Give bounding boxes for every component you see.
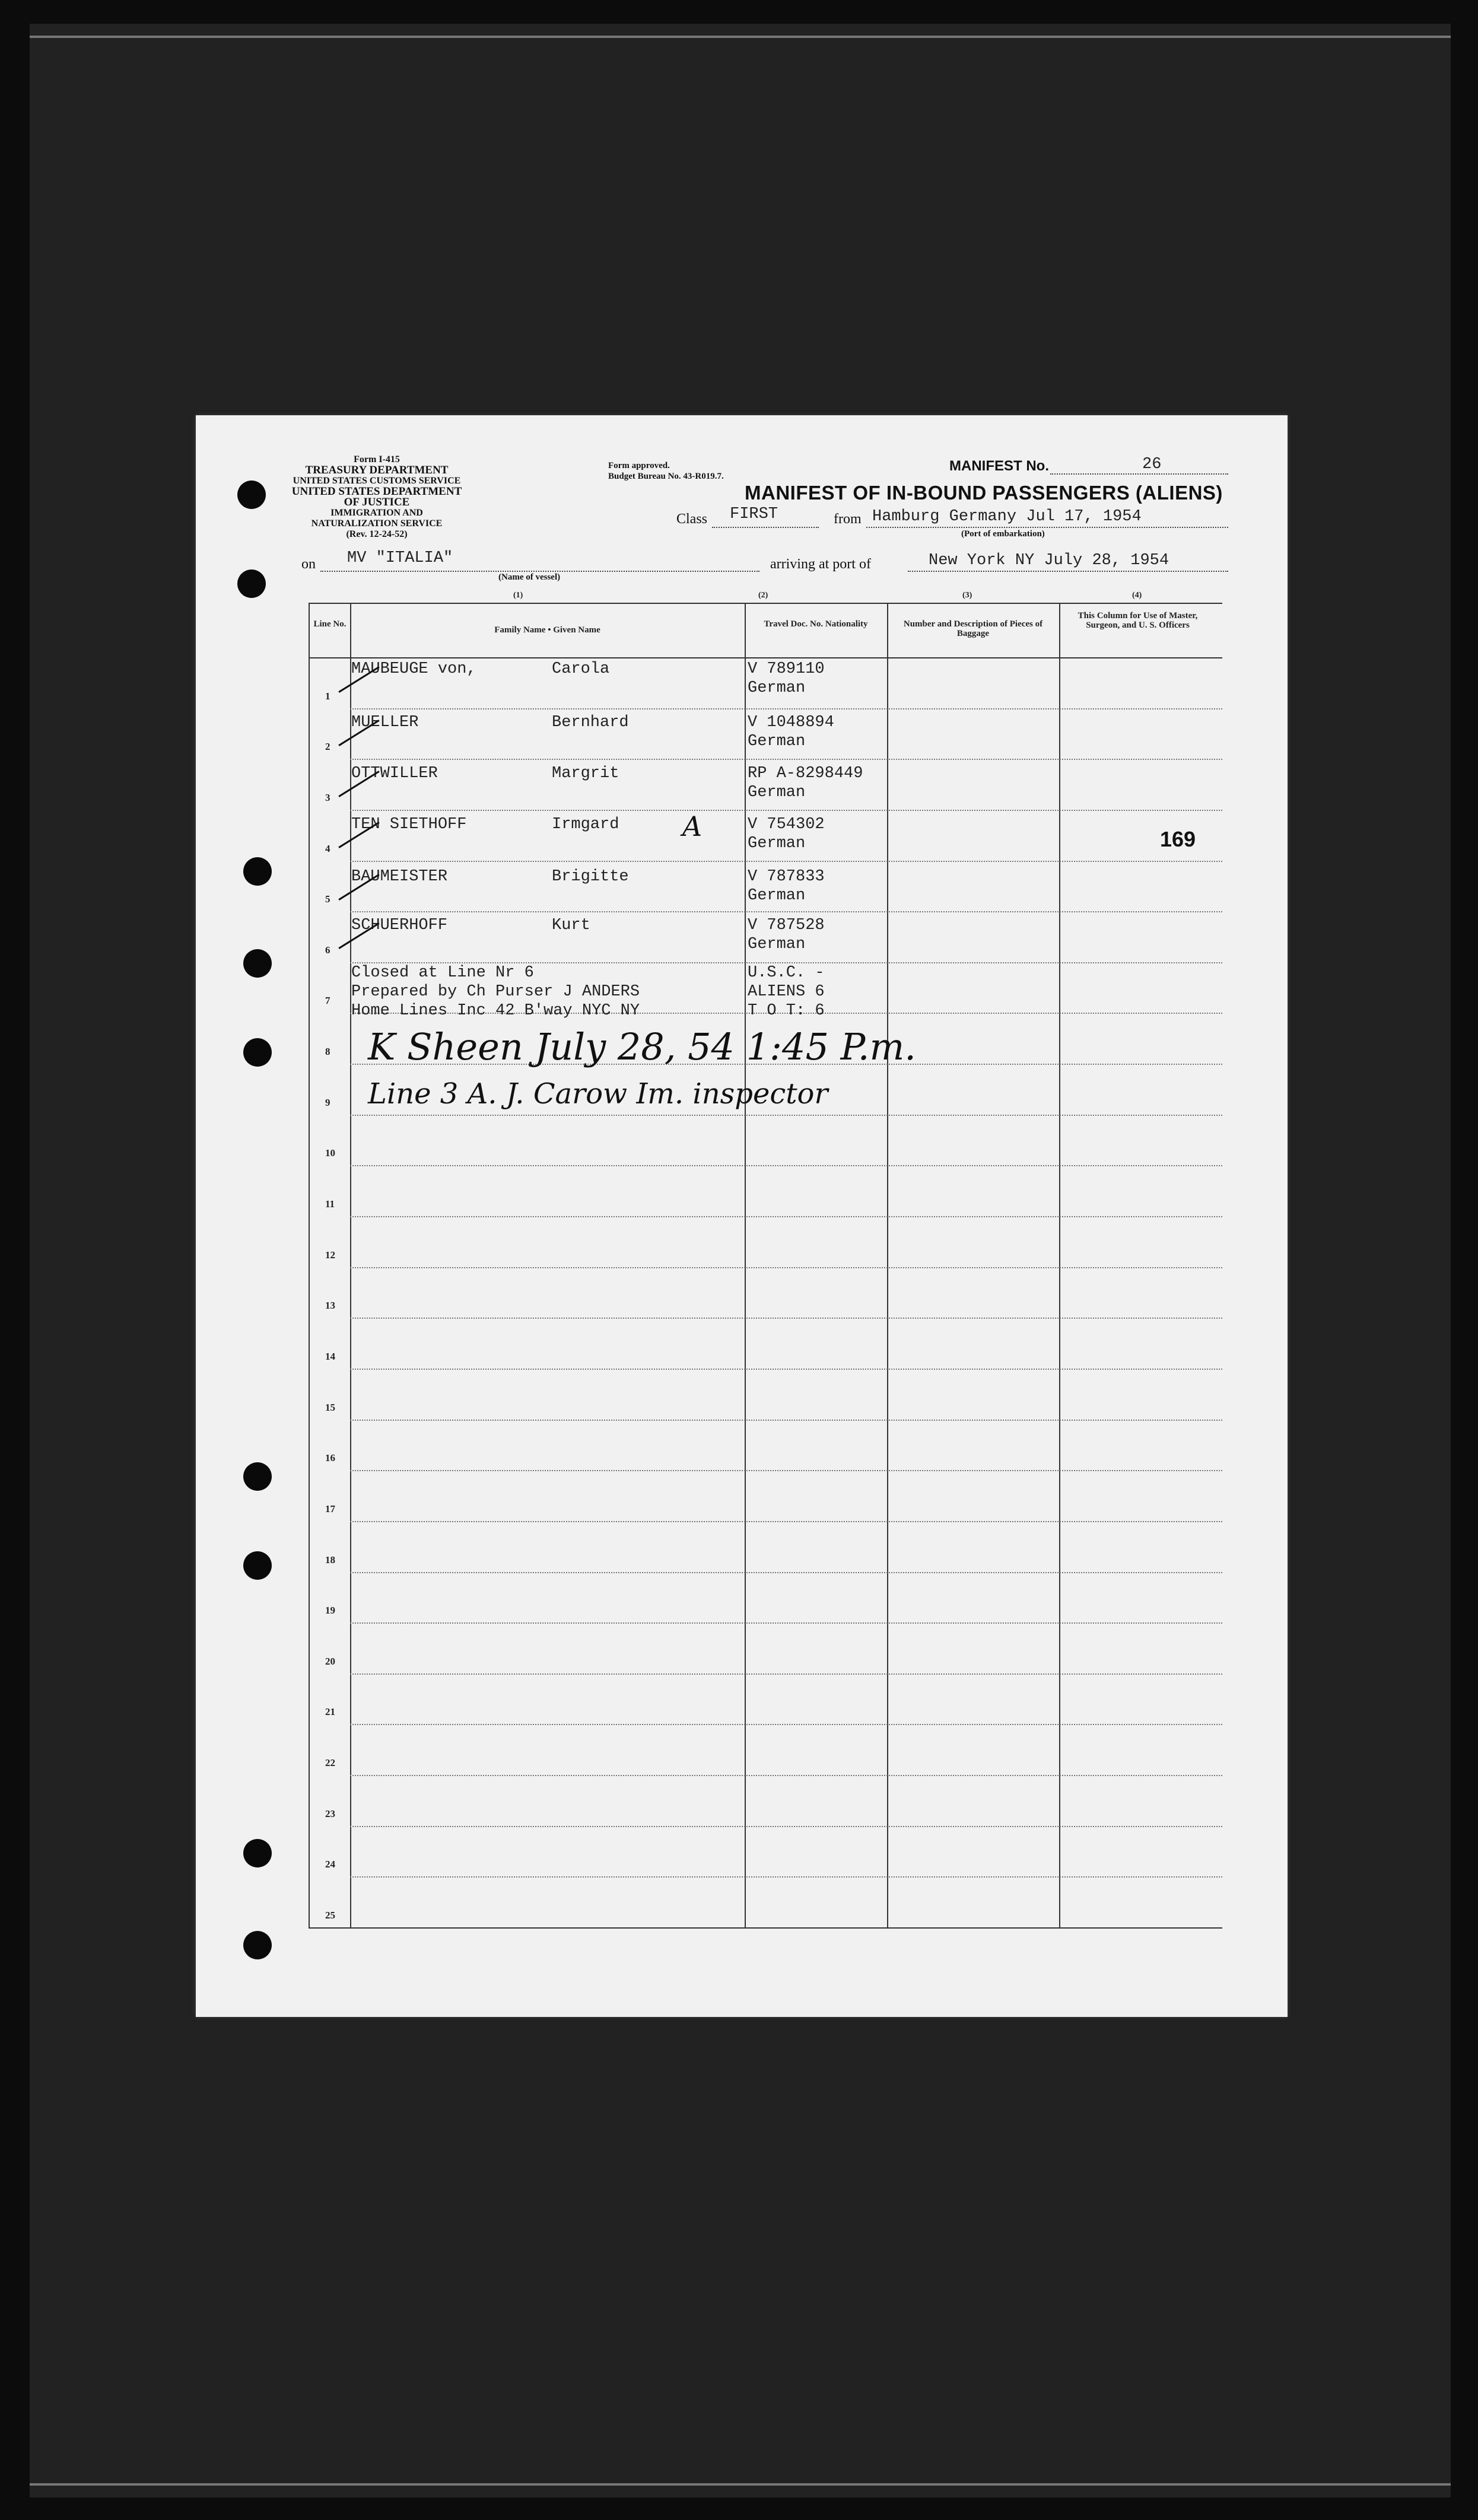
table-row-rule (350, 1876, 1222, 1878)
travel-header: Travel Doc. No. Nationality (764, 619, 868, 629)
line-number: 12 (325, 1249, 335, 1261)
col-num-2: (2) (758, 591, 768, 600)
line-number: 9 (325, 1096, 330, 1108)
manifest-no-value: 26 (1142, 456, 1162, 473)
manifest-page (196, 415, 1288, 2017)
passenger-given-name: Irmgard (552, 816, 619, 833)
table-row-rule (350, 911, 1222, 912)
passenger-nationality: German (748, 733, 806, 750)
table-top-rule (309, 603, 1222, 604)
table-row-rule (350, 1572, 1222, 1573)
table-row-rule (350, 1216, 1222, 1217)
ins-service: IMMIGRATION AND NATURALIZATION SERVICE (311, 508, 443, 529)
justice-department: UNITED STATES DEPARTMENT OF JUSTICE (291, 485, 462, 508)
customs-service: UNITED STATES CUSTOMS SERVICE (293, 476, 461, 486)
passenger-nationality: German (748, 936, 806, 953)
officers-header: This Column for Use of Master, Surgeon, and U. S. Officers (1077, 611, 1198, 630)
line-number: 24 (325, 1859, 335, 1870)
line-number: 15 (325, 1401, 335, 1413)
travel-divider (887, 603, 888, 1929)
line-no-divider (350, 603, 351, 1929)
shipping-company: Home Lines Inc 42 B'way NYC NY (351, 1002, 640, 1020)
class-label: Class (676, 511, 708, 527)
vessel-line (320, 571, 759, 572)
table-left-border (309, 603, 310, 1929)
line-number: 20 (325, 1655, 335, 1667)
line-number: 21 (325, 1706, 335, 1718)
line-number: 11 (325, 1198, 335, 1210)
manifest-no-line (1050, 473, 1228, 475)
manifest-title: MANIFEST OF IN-BOUND PASSENGERS (ALIENS) (745, 482, 1223, 504)
table-row-rule (350, 1521, 1222, 1522)
passenger-travel-doc: V 789110 (748, 660, 825, 678)
table-row-rule (350, 759, 1222, 760)
passenger-table (309, 603, 1222, 1929)
name-divider (745, 603, 746, 1929)
table-header-rule (309, 657, 1222, 658)
table-row-rule (350, 810, 1222, 811)
binder-hole (237, 481, 266, 509)
passenger-given-name: Brigitte (552, 868, 629, 886)
line-number: 5 (325, 893, 330, 905)
line-number: 10 (325, 1147, 335, 1159)
passenger-given-name: Kurt (552, 917, 590, 934)
revision: (Rev. 12-24-52) (346, 529, 408, 539)
passenger-family-name: MAUBEUGE von, (351, 660, 476, 678)
class-value: FIRST (730, 505, 778, 523)
line-number: 13 (325, 1300, 335, 1312)
table-bottom-rule (309, 1927, 1222, 1929)
passenger-family-name: BAUMEISTER (351, 868, 448, 886)
line-number: 8 (325, 1046, 330, 1058)
port-embarkation-label: (Port of embarkation) (961, 529, 1045, 539)
handwritten-inspection-note: K Sheen July 28, 54 1:45 P.m. (368, 1025, 917, 1068)
table-row-rule (350, 1775, 1222, 1776)
table-row-rule (350, 1115, 1222, 1116)
line-number: 1 (325, 690, 330, 702)
manifest-no-label: MANIFEST No. (949, 458, 1049, 474)
passenger-given-name: Bernhard (552, 714, 629, 731)
passenger-travel-doc: V 787528 (748, 917, 825, 934)
passenger-family-name: SCHUERHOFF (351, 917, 448, 934)
line-number: 2 (325, 741, 330, 753)
table-row-rule (350, 1267, 1222, 1268)
department: TREASURY DEPARTMENT (305, 464, 449, 476)
table-row-rule (350, 1826, 1222, 1827)
col-num-1: (1) (513, 591, 523, 600)
on-label: on (301, 556, 316, 572)
passenger-travel-doc: V 787833 (748, 868, 825, 886)
approval-block (608, 460, 724, 482)
col-num-4: (4) (1132, 591, 1142, 600)
binder-hole (243, 1551, 272, 1580)
passenger-nationality: German (748, 887, 806, 905)
arriving-value: New York NY July 28, 1954 (929, 552, 1169, 569)
line-number: 16 (325, 1452, 335, 1464)
table-row-rule (350, 1724, 1222, 1725)
line-number: 19 (325, 1605, 335, 1617)
budget-bureau: Budget Bureau No. 43-R019.7. (608, 472, 724, 481)
vessel-name-label: (Name of vessel) (498, 572, 561, 582)
passenger-family-name: MUELLER (351, 714, 419, 731)
binder-hole (243, 857, 272, 886)
scan-bottom-edge (30, 2483, 1451, 2486)
passenger-travel-doc: V 754302 (748, 816, 825, 833)
passenger-nationality: German (748, 784, 806, 801)
class-line (712, 527, 819, 528)
line-number: 22 (325, 1757, 335, 1769)
table-row-rule (350, 1420, 1222, 1421)
baggage-header: Number and Description of Pieces of Baggage (903, 619, 1043, 638)
aliens-count: ALIENS 6 (748, 983, 825, 1001)
from-value: Hamburg Germany Jul 17, 1954 (872, 508, 1142, 526)
line-number: 25 (325, 1910, 335, 1921)
table-row-rule (350, 1318, 1222, 1319)
line-number: 18 (325, 1554, 335, 1566)
baggage-divider (1059, 603, 1060, 1929)
table-row-rule (350, 1369, 1222, 1370)
total-count: T O T: 6 (748, 1002, 825, 1020)
vessel-name: MV "ITALIA" (347, 549, 453, 567)
binder-hole (243, 1038, 272, 1067)
passenger-family-name: TEN SIETHOFF (351, 816, 467, 833)
line-number: 14 (325, 1350, 335, 1362)
arriving-label: arriving at port of (770, 556, 871, 572)
prepared-by: Prepared by Ch Purser J ANDERS (351, 983, 640, 1001)
line-number: 17 (325, 1503, 335, 1514)
passenger-travel-doc: V 1048894 (748, 714, 834, 731)
passenger-family-name: OTTWILLER (351, 765, 438, 782)
form-id: Form I-415 (354, 454, 400, 464)
table-row-rule (350, 861, 1222, 862)
table-row-rule (350, 1470, 1222, 1471)
line-number: 7 (325, 995, 330, 1007)
binder-hole (243, 949, 272, 978)
passenger-given-name: Carola (552, 660, 610, 678)
scan-top-edge (30, 36, 1451, 38)
closed-at-line: Closed at Line Nr 6 (351, 964, 534, 982)
table-row-rule (350, 1165, 1222, 1166)
from-label: from (834, 511, 862, 527)
binder-hole (237, 569, 266, 598)
line-number: 23 (325, 1808, 335, 1819)
binder-hole (243, 1462, 272, 1491)
passenger-given-name: Margrit (552, 765, 619, 782)
passenger-nationality: German (748, 835, 806, 852)
name-header: Family Name • Given Name (494, 625, 600, 635)
binder-hole (243, 1839, 272, 1867)
table-row-rule (350, 1622, 1222, 1624)
usc-count: U.S.C. - (748, 964, 825, 982)
stamp-letter-a: A (682, 810, 703, 842)
form-approved: Form approved. (608, 461, 670, 470)
passenger-travel-doc: RP A-8298449 (748, 765, 863, 782)
arriving-line (908, 571, 1228, 572)
line-number: 3 (325, 791, 330, 803)
passenger-nationality: German (748, 679, 806, 697)
line-no-header: Line No. (313, 619, 347, 629)
line-number: 4 (325, 842, 330, 854)
form-agency-block (291, 454, 463, 540)
line-number: 6 (325, 944, 330, 956)
from-line (866, 527, 1228, 528)
table-row-rule (350, 1673, 1222, 1675)
table-row-rule (350, 708, 1222, 709)
binder-hole (243, 1931, 272, 1959)
officer-number: 169 (1160, 827, 1196, 851)
col-num-3: (3) (962, 591, 972, 600)
handwritten-inspector-note: Line 3 A. J. Carow Im. inspector (368, 1077, 828, 1111)
